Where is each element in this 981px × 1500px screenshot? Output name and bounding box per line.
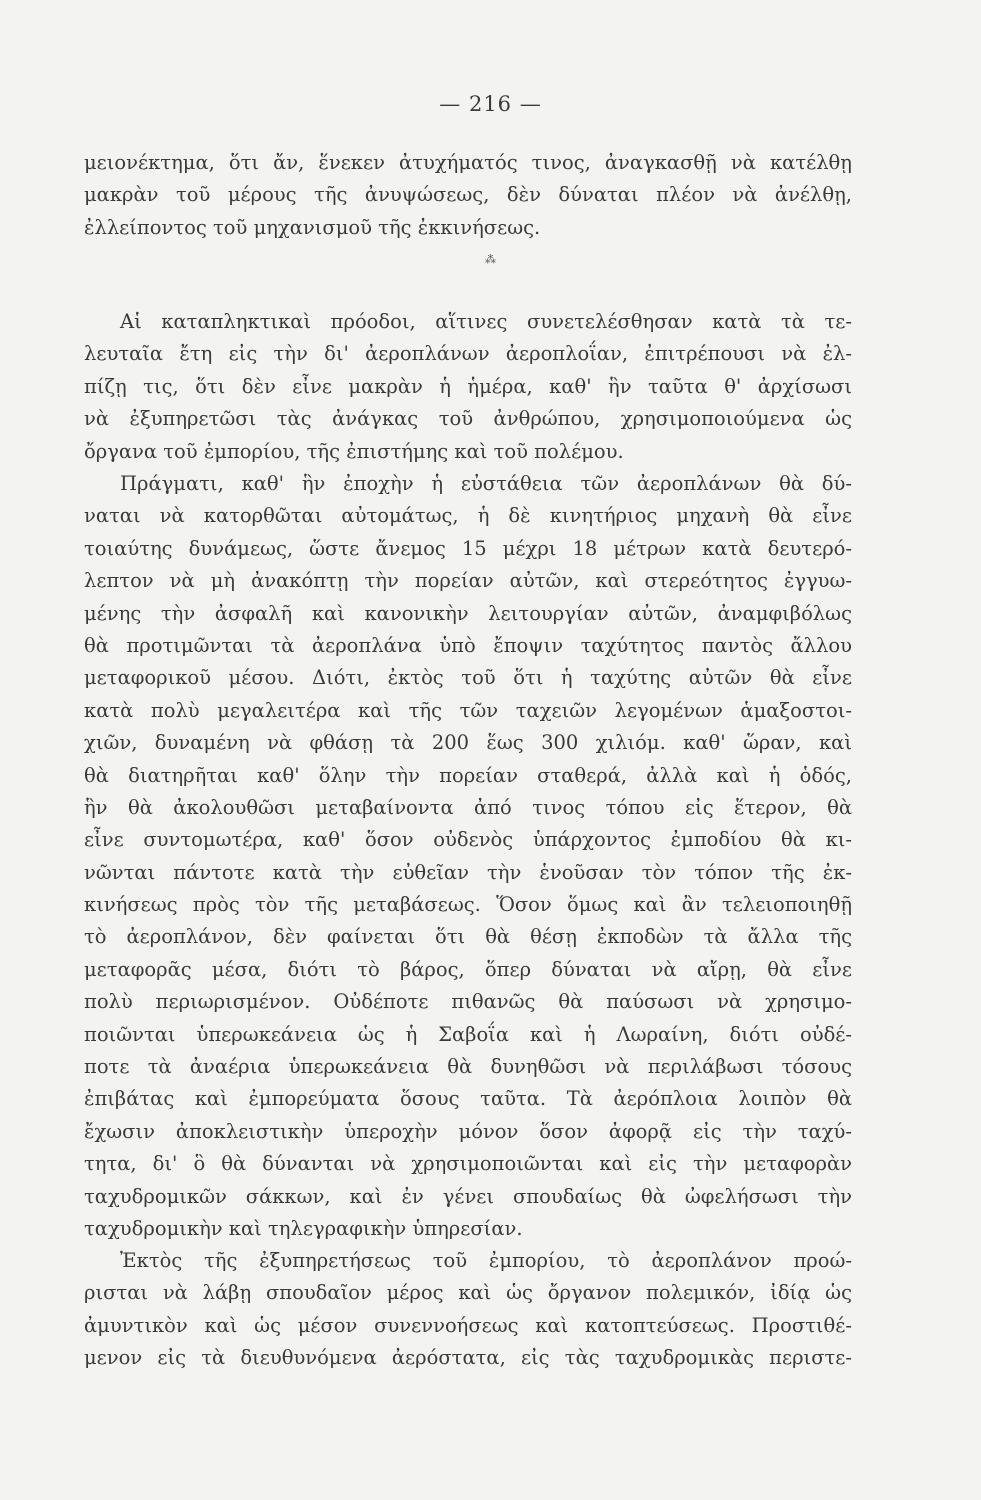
- text-line: κινήσεως πρὸς τὸν τῆς μεταβάσεως. Ὅσον ὅμως καὶ ἂν τελειοποιηθῇ: [84, 893, 852, 917]
- section-separator: ⁂: [485, 253, 496, 266]
- text-line: μεταφορικοῦ μέσου. Διότι, ἐκτὸς τοῦ ὅτι ἡ ταχύτης αὐτῶν θὰ εἶνε: [84, 666, 852, 690]
- text-line: ποτε τὰ ἀναέρια ὑπερωκεάνεια θὰ δυνηθῶσι νὰ περιλάβωσι τόσους: [84, 1055, 852, 1079]
- text-line: τητα, δι' ὃ θὰ δύνανται νὰ χρησιμοποιῶνται καὶ εἰς τὴν μεταφορὰν: [84, 1152, 852, 1176]
- text-line: τὸ ἀεροπλάνον, δὲν φαίνεται ὅτι θὰ θέσῃ ἐκποδὼν τὰ ἄλλα τῆς: [84, 925, 852, 949]
- text-line: ρισται νὰ λάβῃ σπουδαῖον μέρος καὶ ὡς ὄργανον πολεμικόν, ἰδίᾳ ὡς: [84, 1281, 852, 1305]
- text-line: μεταφορᾶς μέσα, διότι τὸ βάρος, ὅπερ δύναται νὰ αἴρῃ, θὰ εἶνε: [84, 957, 852, 981]
- text-line: κατὰ πολὺ μεγαλειτέρα καὶ τῆς τῶν ταχειῶν λεγομένων ἁμαξοστοι-: [84, 698, 852, 722]
- text-line: νῶνται πάντοτε κατὰ τὴν εὐθεῖαν τὴν ἑνοῦσαν τὸν τόπον τῆς ἐκ-: [84, 860, 852, 884]
- paragraph-1: [84, 147, 852, 244]
- text-line: πίζῃ τις, ὅτι δὲν εἶνε μακρὰν ἡ ἡμέρα, καθ' ἣν ταῦτα θ' ἀρχίσωσι: [84, 374, 852, 398]
- text-line: ταχυδρομικῶν σάκκων, καὶ ἐν γένει σπουδαίως θὰ ὠφελήσωσι τὴν: [84, 1184, 852, 1208]
- text-line: μενον εἰς τὰ διευθυνόμενα ἀερόστατα, εἰς τὰς ταχυδρομικὰς περιστε-: [84, 1346, 852, 1370]
- text-line: πολὺ περιωρισμένον. Οὐδέποτε πιθανῶς θὰ παύσωσι νὰ χρησιμο-: [84, 990, 852, 1014]
- text-line: ταχυδρομικὴν καὶ τηλεγραφικὴν ὑπηρεσίαν.: [84, 1216, 523, 1240]
- paragraph-4: [84, 1245, 852, 1375]
- text-line: ποιῶνται ὑπερωκεάνεια ὡς ἡ Σαβοΐα καὶ ἡ Λωραίνη, διότι οὐδέ-: [84, 1022, 852, 1046]
- text-line: Ἐκτὸς τῆς ἐξυπηρετήσεως τοῦ ἐμπορίου, τὸ ἀεροπλάνον προώ-: [120, 1249, 852, 1272]
- text-line: μένης τὴν ἀσφαλῆ καὶ κανονικὴν λειτουργίαν αὐτῶν, ἀναμφιβόλως: [84, 601, 852, 625]
- text-line: λεπτον νὰ μὴ ἀνακόπτῃ τὴν πορείαν αὐτῶν, καὶ στερεότητος ἐγγυω-: [84, 569, 852, 593]
- text-line: τοιαύτης δυνάμεως, ὥστε ἄνεμος 15 μέχρι 18 μέτρων κατὰ δευτερό-: [84, 536, 852, 560]
- text-line: ὄργανα τοῦ ἐμπορίου, τῆς ἐπιστήμης καὶ τοῦ πολέμου.: [84, 439, 624, 463]
- text-line: λευταῖα ἔτη εἰς τὴν δι' ἀεροπλάνων ἀεροπλοΐαν, ἐπιτρέπουσι νὰ ἐλ-: [84, 342, 852, 366]
- text-line: ἐλλείποντος τοῦ μηχανισμοῦ τῆς ἐκκινήσεως.: [84, 215, 541, 239]
- text-line: μειονέκτημα, ὅτι ἄν, ἕνεκεν ἀτυχήματός τινος, ἀναγκασθῇ νὰ κατέλθῃ: [84, 151, 852, 174]
- text-line: ἐπιβάτας καὶ ἐμπορεύματα ὅσους ταῦτα. Τὰ ἀερόπλοια λοιπὸν θὰ: [84, 1087, 852, 1111]
- text-line: χιῶν, δυναμένη νὰ φθάσῃ τὰ 200 ἕως 300 χιλιόμ. καθ' ὥραν, καὶ: [84, 731, 852, 755]
- text-line: ἔχωσιν ἀποκλειστικὴν ὑπεροχὴν μόνον ὅσον ἀφορᾷ εἰς τὴν ταχύ-: [84, 1119, 852, 1143]
- paragraph-3: [84, 468, 852, 1245]
- text-line: Αἱ καταπληκτικαὶ πρόοδοι, αἵτινες συνετελέσθησαν κατὰ τὰ τε-: [120, 310, 852, 333]
- text-line: θὰ διατηρῆται καθ' ὅλην τὴν πορείαν σταθερά, ἀλλὰ καὶ ἡ ὁδός,: [84, 763, 852, 787]
- paragraph-2: [84, 306, 852, 468]
- text-line: εἶνε συντομωτέρα, καθ' ὅσον οὐδενὸς ὑπάρχοντος ἐμποδίου θὰ κι-: [84, 828, 852, 852]
- text-line: μακρὰν τοῦ μέρους τῆς ἀνυψώσεως, δὲν δύναται πλέον νὰ ἀνέλθῃ,: [84, 183, 852, 207]
- text-line: ναται νὰ κατορθῶται αὐτομάτως, ἡ δὲ κινητήριος μηχανὴ θὰ εἶνε: [84, 504, 852, 528]
- page-number: — 216 —: [439, 92, 542, 116]
- text-line: ἀμυντικὸν καὶ ὡς μέσον συνεννοήσεως καὶ κατοπτεύσεως. Προστιθέ-: [84, 1313, 852, 1337]
- text-line: ἣν θὰ ἀκολουθῶσι μεταβαίνοντα ἀπό τινος τόπου εἰς ἕτερον, θὰ: [84, 795, 852, 819]
- text-line: θὰ προτιμῶνται τὰ ἀεροπλάνα ὑπὸ ἔποψιν ταχύτητος παντὸς ἄλλου: [84, 633, 852, 657]
- text-line: νὰ ἐξυπηρετῶσι τὰς ἀνάγκας τοῦ ἀνθρώπου, χρησιμοποιούμενα ὡς: [84, 407, 852, 431]
- text-line: Πράγματι, καθ' ἣν ἐποχὴν ἡ εὐστάθεια τῶν ἀεροπλάνων θὰ δύ-: [120, 472, 852, 495]
